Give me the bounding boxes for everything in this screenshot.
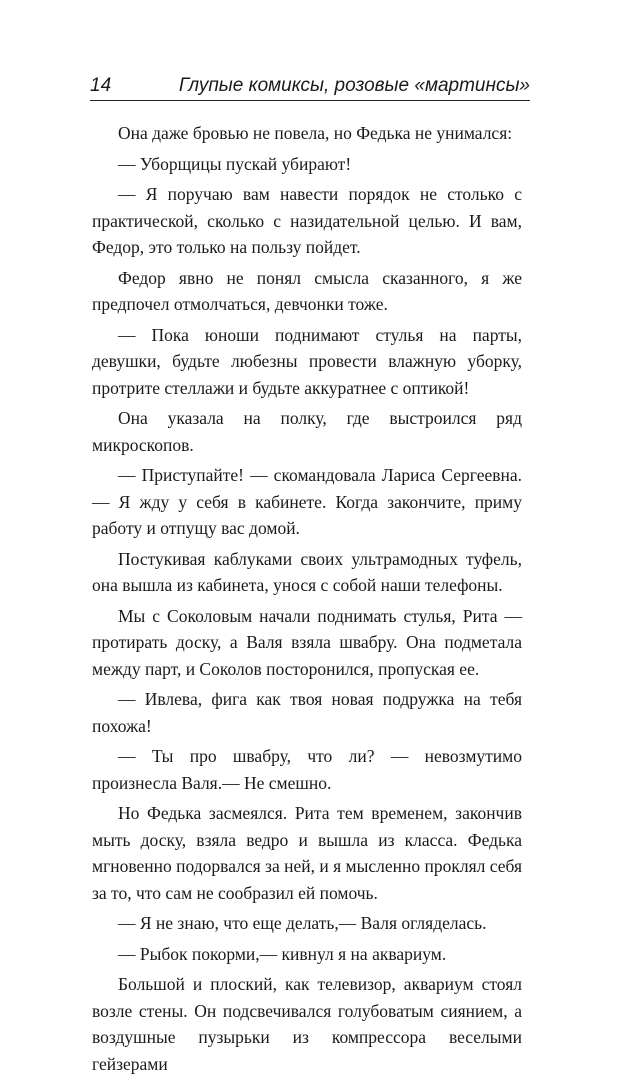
text-line: гейзерами bbox=[92, 1051, 522, 1077]
text-line: произнесла Валя.— Не смешно. bbox=[92, 770, 522, 797]
text-line: мгновенно подорвался за ней, и я мысленно проклял себя bbox=[92, 853, 522, 880]
text-line: она вышла из кабинета, унося с собой наши телефоны. bbox=[92, 572, 522, 599]
text-line: за то, что сам не сообразил ей помочь. bbox=[92, 880, 522, 907]
text-line: Большой и плоский, как телевизор, аквариум стоял bbox=[92, 971, 522, 998]
text-line: — Уборщицы пускай убирают! bbox=[92, 151, 522, 178]
text-line: мыть доску, взяла ведро и вышла из класса. Федька bbox=[92, 827, 522, 854]
text-line: — Ивлева, фига как твоя новая подружка на тебя bbox=[92, 686, 522, 713]
text-line: воздушные пузырьки из компрессора веселыми bbox=[92, 1024, 522, 1051]
page-number: 14 bbox=[90, 74, 111, 98]
body-text bbox=[92, 120, 522, 1077]
text-line: — Приступайте! — скомандовала Лариса Сергеевна. bbox=[92, 462, 522, 489]
text-line: — Я не знаю, что еще делать,— Валя огляделась. bbox=[92, 910, 522, 937]
text-line: между парт, и Соколов посторонился, пропуская ее. bbox=[92, 656, 522, 683]
text-line: протирать доску, а Валя взяла швабру. Она подметала bbox=[92, 629, 522, 656]
text-line: — Пока юноши поднимают стулья на парты, bbox=[92, 322, 522, 349]
text-line: возле стены. Он подсвечивался голубоватым сиянием, а bbox=[92, 998, 522, 1025]
text-line: Но Федька засмеялся. Рита тем временем, закончив bbox=[92, 800, 522, 827]
text-line: Она указала на полку, где выстроился ряд bbox=[92, 405, 522, 432]
text-line: Федор, это только на пользу пойдет. bbox=[92, 234, 522, 261]
text-line: протрите стеллажи и будьте аккуратнее с оптикой! bbox=[92, 375, 522, 402]
text-line: предпочел отмолчаться, девчонки тоже. bbox=[92, 291, 522, 318]
text-line: работу и отпущу вас домой. bbox=[92, 515, 522, 542]
text-line: Постукивая каблуками своих ультрамодных туфель, bbox=[92, 546, 522, 573]
text-line: микроскопов. bbox=[92, 432, 522, 459]
text-line: — Я жду у себя в кабинете. Когда закончите, приму bbox=[92, 489, 522, 516]
text-line: Она даже бровью не повела, но Федька не унимался: bbox=[92, 120, 522, 147]
text-line: практической, сколько с назидательной целью. И вам, bbox=[92, 208, 522, 235]
text-line: Мы с Соколовым начали поднимать стулья, Рита — bbox=[92, 603, 522, 630]
text-line: — Я поручаю вам навести порядок не столько с bbox=[92, 181, 522, 208]
text-line: похожа! bbox=[92, 713, 522, 740]
header-divider bbox=[90, 100, 530, 101]
running-title: Глупые комиксы, розовые «мартинсы» bbox=[179, 74, 530, 98]
text-line: Федор явно не понял смысла сказанного, я же bbox=[92, 265, 522, 292]
text-line: девушки, будьте любезны провести влажную уборку, bbox=[92, 348, 522, 375]
text-line: — Ты про швабру, что ли? — невозмутимо bbox=[92, 743, 522, 770]
text-line: — Рыбок покорми,— кивнул я на аквариум. bbox=[92, 941, 522, 968]
running-header bbox=[90, 70, 530, 100]
